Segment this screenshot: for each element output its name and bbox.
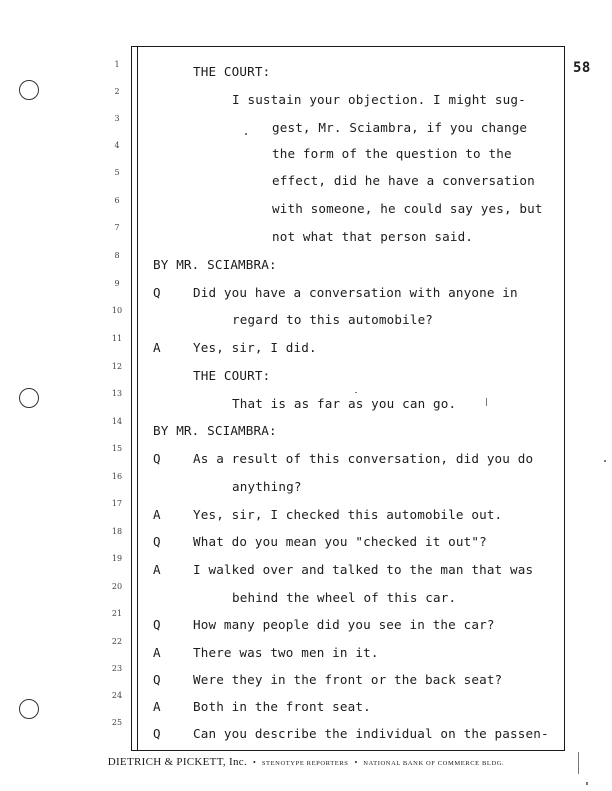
footer-address: NATIONAL BANK OF COMMERCE BLDG. [363, 760, 505, 767]
punch-hole-top [19, 80, 39, 100]
line-number: 13 [111, 389, 123, 398]
transcript-line: anything? [232, 479, 302, 494]
line-number: 18 [111, 527, 123, 536]
speaker-marker: Q [153, 672, 161, 687]
speaker-heading: THE COURT: [193, 64, 271, 79]
footer-service: STENOTYPE REPORTERS [261, 760, 349, 767]
margin-rule [137, 46, 138, 751]
line-number: 19 [111, 554, 123, 563]
line-number: 12 [111, 362, 123, 371]
line-number: 17 [111, 499, 123, 508]
examination-heading: BY MR. SCIAMBRA: [153, 257, 277, 272]
scan-speck [604, 460, 606, 462]
transcript-line: gest, Mr. Sciambra, if you change [272, 120, 528, 135]
speaker-marker: Q [153, 617, 161, 632]
line-number: 16 [111, 472, 123, 481]
transcript-line: behind the wheel of this car. [232, 590, 457, 605]
answer-line: There was two men in it. [193, 645, 379, 660]
speaker-marker: A [153, 645, 161, 660]
question-line: As a result of this conversation, did you do [193, 451, 534, 466]
line-number: 3 [114, 114, 120, 123]
question-line: Did you have a conversation with anyone in [193, 285, 518, 300]
punch-hole-bottom [19, 699, 39, 719]
question-line: How many people did you see in the car? [193, 617, 495, 632]
line-number: 24 [111, 691, 123, 700]
answer-line: Yes, sir, I did. [193, 340, 317, 355]
line-number: 2 [114, 87, 120, 96]
speaker-marker: Q [153, 534, 161, 549]
question-line: Can you describe the individual on the passen- [193, 726, 549, 741]
line-number: 4 [114, 141, 120, 150]
examination-heading: BY MR. SCIAMBRA: [153, 423, 277, 438]
reporter-footer [0, 756, 612, 768]
scan-speck [355, 392, 357, 393]
speaker-marker: A [153, 699, 161, 714]
speaker-marker: A [153, 562, 161, 577]
line-number: 10 [111, 306, 123, 315]
answer-line: I walked over and talked to the man that was [193, 562, 534, 577]
bullet-separator: • [354, 758, 358, 767]
answer-line: Both in the front seat. [193, 699, 371, 714]
scan-speck [586, 782, 588, 785]
speaker-marker: Q [153, 726, 161, 741]
question-line: Were they in the front or the back seat? [193, 672, 503, 687]
speaker-marker: A [153, 340, 161, 355]
transcript-line: regard to this automobile? [232, 312, 434, 327]
line-number: 8 [114, 251, 120, 260]
line-number: 22 [111, 637, 123, 646]
line-number: 14 [111, 417, 123, 426]
transcript-line: with someone, he could say yes, but [272, 201, 543, 216]
line-number: 6 [114, 196, 120, 205]
line-number: 15 [111, 444, 123, 453]
line-number: 20 [111, 582, 123, 591]
punch-hole-middle [19, 388, 39, 408]
line-number: 1 [114, 60, 120, 69]
transcript-line: That is as far as you can go. [232, 396, 457, 411]
transcript-line: not what that person said. [272, 229, 474, 244]
speaker-marker: A [153, 507, 161, 522]
scan-speck [245, 133, 247, 135]
scan-speck [486, 398, 487, 406]
bullet-separator: • [253, 758, 256, 767]
line-number: 7 [114, 223, 120, 232]
line-number: 9 [114, 279, 120, 288]
footer-company: DIETRICH & PICKETT, Inc. [107, 756, 247, 768]
answer-line: Yes, sir, I checked this automobile out. [193, 507, 503, 522]
line-number: 25 [111, 718, 123, 727]
question-line: What do you mean you "checked it out"? [193, 534, 487, 549]
page-number: 58 [573, 60, 591, 76]
speaker-marker: Q [153, 285, 161, 300]
line-number: 11 [111, 334, 123, 343]
speaker-heading: THE COURT: [193, 368, 271, 383]
transcript-line: effect, did he have a conversation [272, 173, 535, 188]
speaker-marker: Q [153, 451, 161, 466]
transcript-line: I sustain your objection. I might sug- [232, 92, 526, 107]
line-number: 23 [111, 664, 123, 673]
line-number: 21 [111, 609, 123, 618]
line-number: 5 [114, 168, 120, 177]
transcript-line: the form of the question to the [272, 146, 512, 161]
